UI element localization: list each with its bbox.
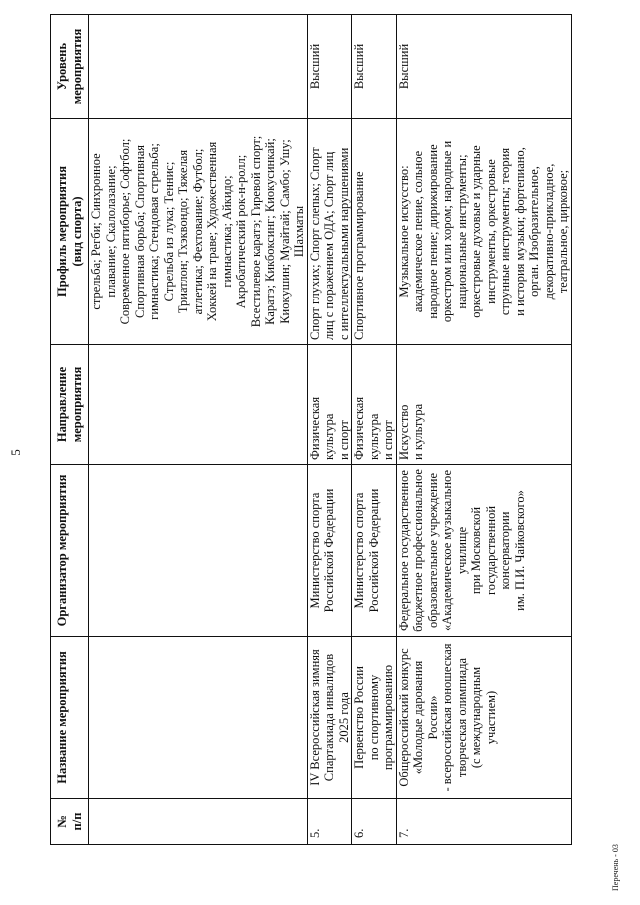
cell-profile: Спортивное программирование (352, 119, 397, 345)
cell-level: Высший (396, 15, 571, 119)
cell-name: IV Всероссийская зимняя Спартакиада инвалидов 2025 года (307, 637, 352, 799)
cell-name: Первенство России по спортивному программированию (352, 637, 397, 799)
cell-organizer (89, 465, 308, 637)
cell-number: 7. (396, 799, 571, 845)
col-header-profile: Профиль мероприятия (вид спорта) (51, 119, 89, 345)
cell-level: Высший (352, 15, 397, 119)
cell-organizer: Министерство спорта Российской Федерации (352, 465, 397, 637)
table-row (307, 15, 352, 845)
cell-organizer: Федеральное государственное бюджетное профессиональное образовательное учреждение «Академическое музыкальное училище при Московской государственной консерватории им. П.И. Чайковского» (396, 465, 571, 637)
cell-level (89, 15, 308, 119)
cell-name: Общероссийский конкурс «Молодые дарования России» - всероссийская юношеская творческая олимпиада (с международным участием) (396, 637, 571, 799)
cell-profile: Спорт глухих; Спорт слепых; Спорт лиц с поражением ОДА; Спорт лиц с интеллектуальными нарушениями (307, 119, 352, 345)
col-header-name: Название мероприятия (51, 637, 89, 799)
cell-level: Высший (307, 15, 352, 119)
cell-name (89, 637, 308, 799)
cell-number (89, 799, 308, 845)
table-row (89, 15, 308, 845)
col-header-organizer: Организатор мероприятия (51, 465, 89, 637)
col-header-number: № п/п (51, 799, 89, 845)
cell-direction (89, 345, 308, 465)
events-table (50, 14, 572, 845)
cell-direction: Физическая культура и спорт (307, 345, 352, 465)
cell-direction: Физическая культура и спорт (352, 345, 397, 465)
footer-text: Перечень - 03 (611, 844, 620, 891)
cell-profile: стрельба; Регби; Синхронное плавание; Скалолазание; Современное пятиборье; Софтбол; Спортивная борьба; Спортивная гимнастика; Стендовая стрельба; Стрельба из лука; Теннис; Триатлон; Тхэквондо; Тяжелая атлетика; Фехтование; Футбол; Хоккей на траве; Художественная гимнастика; Айкидо; Акробатический рок-н-ролл; Всестилевое каратэ; Гиревой спорт; Каратэ; Кикбоксинг; Киокусинкай; Киокушин; Муайтай; Самбо; Ушу; Шахматы (89, 119, 308, 345)
cell-number: 6. (352, 799, 397, 845)
page-number: 5 (8, 449, 23, 456)
col-header-direction: Направление мероприятия (51, 345, 89, 465)
table-row (352, 15, 397, 845)
table-row (396, 15, 571, 845)
cell-profile: Музыкальное искусство: академическое пение, сольное народное пение; дирижирование оркестром или хором; народные и национальные инструменты; оркестровые духовые и ударные инструменты, оркестровые струнные инструменты; теория и история музыки; фортепиано, орган. Изобразительное, декоративно-прикладное, театральное, цирковое; (396, 119, 571, 345)
cell-organizer: Министерство спорта Российской Федерации (307, 465, 352, 637)
table-header-row (51, 15, 89, 845)
col-header-level: Уровень мероприятия (51, 15, 89, 119)
cell-number: 5. (307, 799, 352, 845)
cell-direction: Искусство и культура (396, 345, 571, 465)
